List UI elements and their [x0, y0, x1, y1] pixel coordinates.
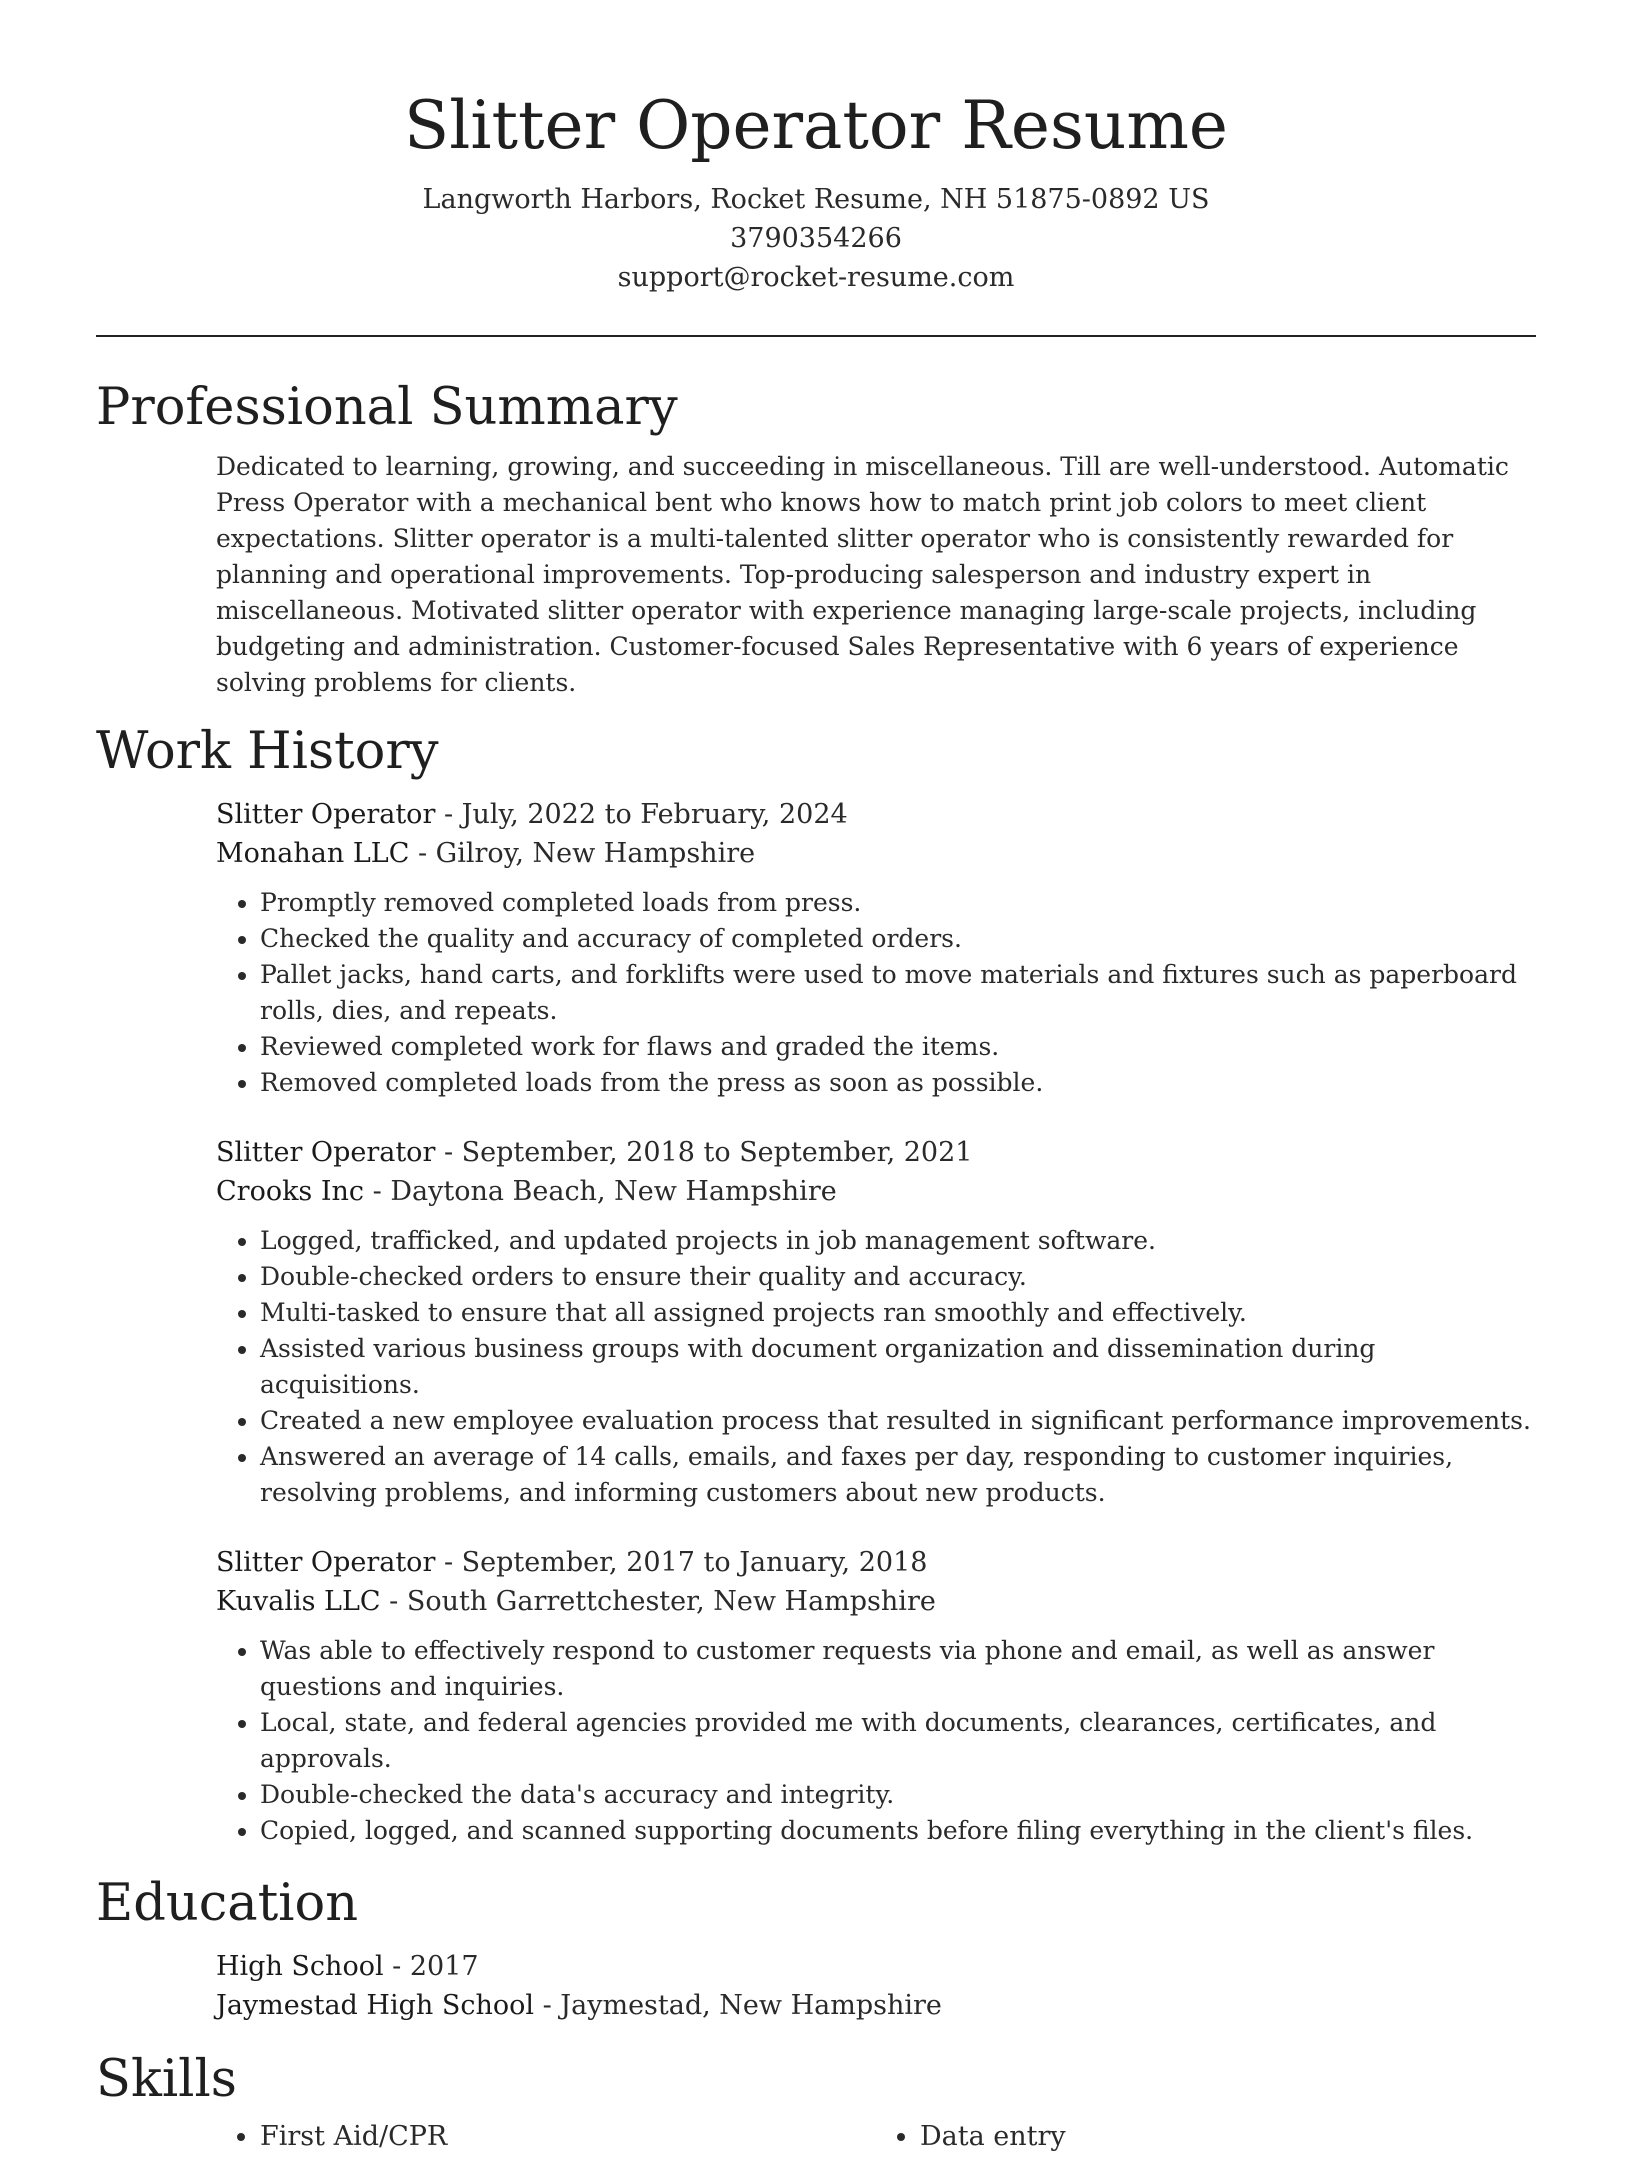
job-entry: [216, 1133, 1536, 1511]
list-item: • Answered an average of 14 calls, emails, and faxes per day, responding to customer inquiries, resolving problems, and informing customers about new products.: [260, 1439, 1536, 1511]
list-item: • Double-checked the data's accuracy and integrity.: [260, 1777, 1536, 1813]
summary-text: Dedicated to learning, growing, and succeeding in miscellaneous. Till are well-understood. Automatic Press Operator with a mechanical bent who knows how to match print job colors to meet client expectations. Slitter operator is a multi-talented slitter operator who is consistently rewarded for planning and operational improvements. Top-producing salesperson and industry expert in miscellaneous. Motivated slitter operator with experience managing large-scale projects, including budgeting and administration. Customer-focused Sales Representative with 6 years of experience solving problems for clients.: [216, 452, 1509, 697]
summary-section: [96, 377, 1536, 701]
skills-column-left: [216, 2117, 876, 2157]
job-title-line: [216, 795, 1536, 834]
job-dates: - July, 2022 to February, 2024: [435, 799, 848, 830]
job-entry: [216, 1543, 1536, 1849]
education-section: [96, 1873, 1536, 2025]
job-bullets: [216, 1223, 1536, 1511]
job-role: Slitter Operator: [216, 799, 436, 830]
list-item: • Checked the quality and accuracy of completed orders.: [260, 921, 1536, 957]
job-role: Slitter Operator: [216, 1547, 436, 1578]
education-school-line: [216, 1986, 1536, 2025]
list-item: • Double-checked orders to ensure their quality and accuracy.: [260, 1259, 1536, 1295]
list-item: • Copied, logged, and scanned supporting documents before filing everything in the client's files.: [260, 1813, 1536, 1849]
job-company: Kuvalis LLC: [216, 1586, 381, 1617]
job-bullets: [216, 885, 1536, 1101]
job-entry: [216, 795, 1536, 1101]
job-dates: - September, 2017 to January, 2018: [435, 1547, 928, 1578]
list-item: • Promptly removed completed loads from press.: [260, 885, 1536, 921]
job-location: - Daytona Beach, New Hampshire: [364, 1176, 837, 1207]
resume-title: Slitter Operator Resume: [404, 87, 1228, 164]
skills-column-right: [876, 2117, 1536, 2157]
list-item: • Multi-tasked to ensure that all assigned projects ran smoothly and effectively.: [260, 1295, 1536, 1331]
skills-section: [96, 2049, 1536, 2157]
list-item: • Pallet jacks, hand carts, and forklifts were used to move materials and fixtures such as paperboard rolls, dies, and repeats.: [260, 957, 1536, 1029]
education-degree: High School: [216, 1951, 384, 1982]
list-item: • Removed completed loads from the press as soon as possible.: [260, 1065, 1536, 1101]
job-location: - South Garrettchester, New Hampshire: [380, 1586, 936, 1617]
list-item: • Assisted various business groups with document organization and dissemination during acquisitions.: [260, 1331, 1536, 1403]
job-company-line: [216, 834, 1536, 873]
job-dates: - September, 2018 to September, 2021: [435, 1137, 973, 1168]
job-title-line: [216, 1133, 1536, 1172]
education-heading: Education: [96, 1874, 359, 1933]
education-degree-line: [216, 1947, 1536, 1986]
list-item: • First Aid/CPR: [260, 2117, 876, 2157]
address: Langworth Harbors, Rocket Resume, NH 51875-0892 US: [422, 184, 1210, 215]
job-company: Crooks Inc: [216, 1176, 365, 1207]
work-history-heading: Work History: [96, 722, 439, 781]
job-company-line: [216, 1172, 1536, 1211]
education-school: Jaymestad High School: [216, 1990, 535, 2021]
work-history-section: [96, 721, 1536, 1849]
list-item: • Reviewed completed work for flaws and graded the items.: [260, 1029, 1536, 1065]
education-year: - 2017: [383, 1951, 479, 1982]
education-location: - Jaymestad, New Hampshire: [534, 1990, 942, 2021]
contact-block: [96, 180, 1536, 297]
job-location: - Gilroy, New Hampshire: [409, 838, 756, 869]
job-company-line: [216, 1582, 1536, 1621]
resume-header: [96, 0, 1536, 297]
list-item: • Logged, trafficked, and updated projects in job management software.: [260, 1223, 1536, 1259]
job-title-line: [216, 1543, 1536, 1582]
skills-grid: [216, 2117, 1536, 2157]
skills-heading: Skills: [96, 2050, 237, 2109]
email-address: support@rocket-resume.com: [617, 262, 1015, 293]
job-bullets: [216, 1633, 1536, 1849]
list-item: • Created a new employee evaluation process that resulted in significant performance improvements.: [260, 1403, 1536, 1439]
list-item: • Was able to effectively respond to customer requests via phone and email, as well as answer questions and inquiries.: [260, 1633, 1536, 1705]
list-item: • Data entry: [920, 2117, 1536, 2157]
list-item: • Local, state, and federal agencies provided me with documents, clearances, certificates, and approvals.: [260, 1705, 1536, 1777]
resume-page: [96, 0, 1536, 2157]
header-divider: [96, 335, 1536, 337]
summary-heading: Professional Summary: [96, 378, 678, 437]
job-role: Slitter Operator: [216, 1137, 436, 1168]
job-company: Monahan LLC: [216, 838, 410, 869]
phone-number: 3790354266: [730, 223, 902, 254]
